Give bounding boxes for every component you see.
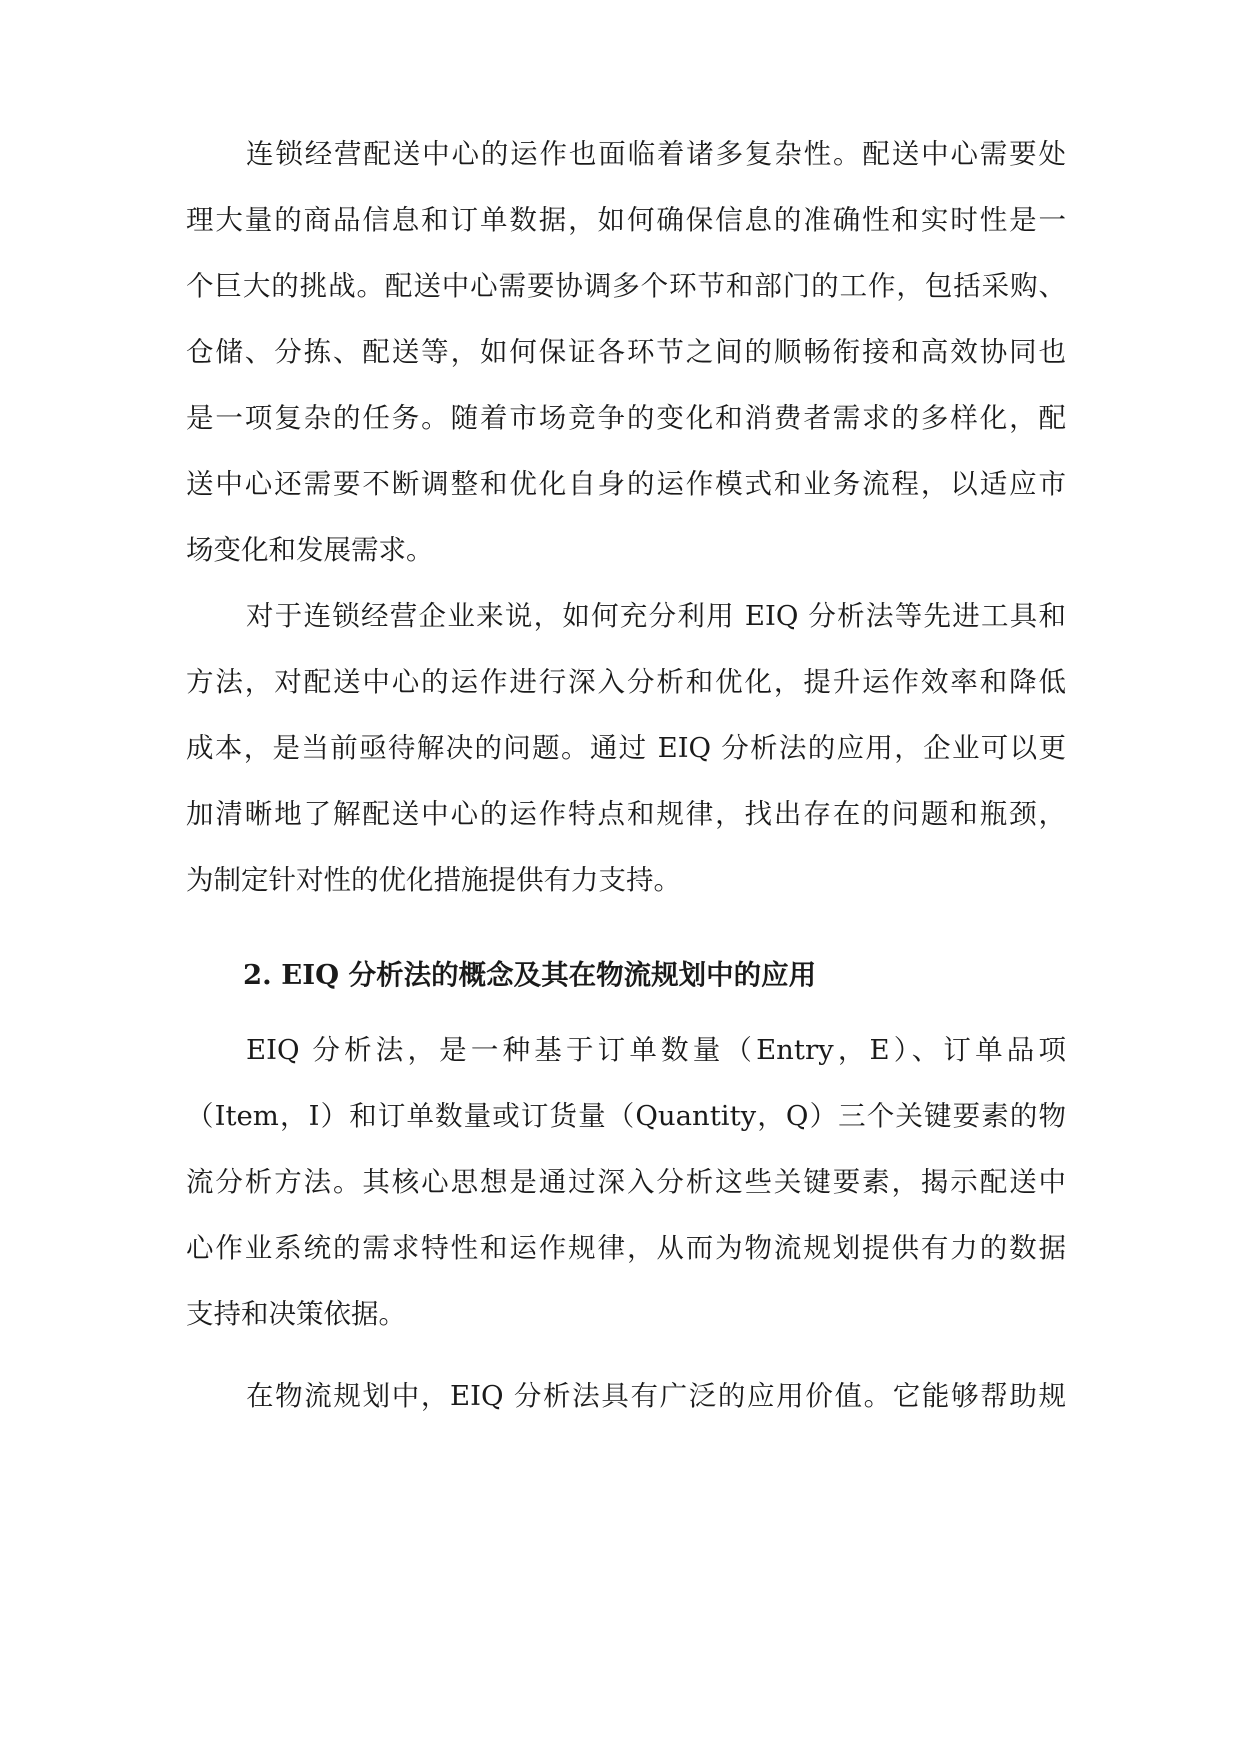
paragraph-2-line-5: 为制定针对性的优化措施提供有力支持。 (186, 864, 681, 896)
paragraph-3-line-3: 流分析方法。其核心思想是通过深入分析这些关键要素，揭示配送中 (186, 1166, 1066, 1198)
paragraph-3-line-1: EIQ 分析法，是一种基于订单数量（Entry，E）、订单品项 (246, 1034, 1066, 1066)
paragraph-1-line-4: 仓储、分拣、配送等，如何保证各环节之间的顺畅衔接和高效协同也 (186, 336, 1066, 368)
paragraph-2-line-3: 成本，是当前亟待解决的问题。通过 EIQ 分析法的应用，企业可以更 (186, 732, 1066, 764)
paragraph-1-line-7: 场变化和发展需求。 (186, 534, 434, 566)
paragraph-1-line-3: 个巨大的挑战。配送中心需要协调多个环节和部门的工作，包括采购、 (186, 270, 1066, 302)
paragraph-1-line-6: 送中心还需要不断调整和优化自身的运作模式和业务流程，以适应市 (186, 468, 1066, 500)
paragraph-3-line-2: （Item，I）和订单数量或订货量（Quantity，Q）三个关键要素的物 (186, 1100, 1066, 1132)
paragraph-2-line-4: 加清晰地了解配送中心的运作特点和规律，找出存在的问题和瓶颈， (186, 798, 1066, 830)
section-heading: 2. EIQ 分析法的概念及其在物流规划中的应用 (243, 959, 817, 991)
paragraph-1-line-5: 是一项复杂的任务。随着市场竞争的变化和消费者需求的多样化，配 (186, 402, 1066, 434)
paragraph-1-line-1: 连锁经营配送中心的运作也面临着诸多复杂性。配送中心需要处 (246, 138, 1066, 170)
paragraph-3-line-4: 心作业系统的需求特性和运作规律，从而为物流规划提供有力的数据 (186, 1232, 1066, 1264)
paragraph-3-line-5: 支持和决策依据。 (186, 1298, 406, 1330)
paragraph-2-line-2: 方法，对配送中心的运作进行深入分析和优化，提升运作效率和降低 (186, 666, 1066, 698)
paragraph-4-line-1: 在物流规划中，EIQ 分析法具有广泛的应用价值。它能够帮助规 (246, 1380, 1066, 1412)
paragraph-2-line-1: 对于连锁经营企业来说，如何充分利用 EIQ 分析法等先进工具和 (246, 600, 1066, 632)
paragraph-1-line-2: 理大量的商品信息和订单数据，如何确保信息的准确性和实时性是一 (186, 204, 1066, 236)
